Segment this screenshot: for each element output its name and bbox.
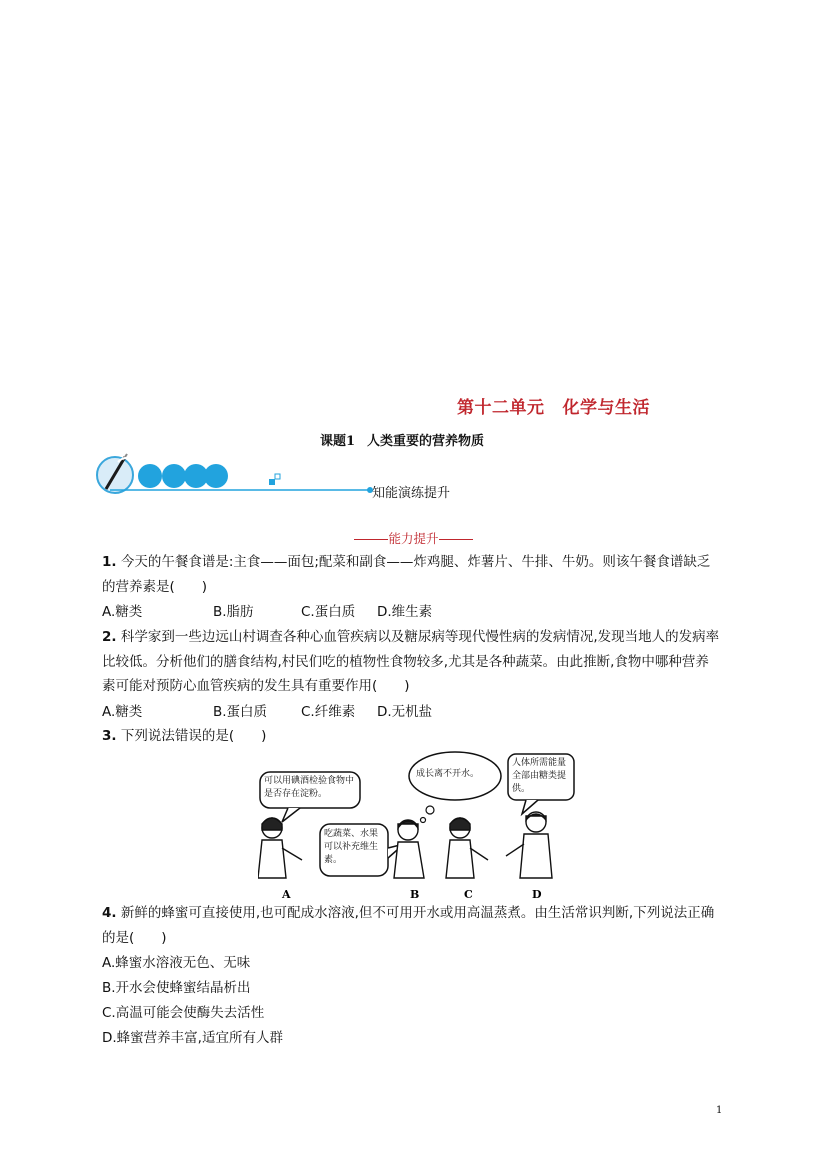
person-a-icon <box>258 818 302 878</box>
question-1-options <box>102 600 432 620</box>
small-square-icon <box>269 479 275 485</box>
speech-bubble-d: 人体所需能量全部由糖类提供。 <box>508 754 574 814</box>
dot-4 <box>204 464 228 488</box>
option-d: D.维生素 <box>377 604 433 620</box>
banner-text: 知能演练提升 <box>372 486 451 501</box>
option-a: A.糖类 <box>102 604 143 620</box>
question-2-options <box>102 700 432 720</box>
person-c-icon <box>446 818 488 878</box>
unit-title: 第十二单元 化学与生活 <box>457 398 650 418</box>
lesson-title: 课题1 人类重要的营养物质 <box>320 434 485 449</box>
person-b-icon <box>394 820 424 878</box>
question-3: 3. 下列说法错误的是( ) <box>102 728 267 744</box>
option-b: B.蛋白质 <box>213 704 268 720</box>
speech-bubble-a: 可以用碘酒检验食物中是否存在淀粉。 <box>260 772 360 822</box>
question-1: 1. 今天的午餐食谱是:主食——面包;配菜和副食——炸鸡腿、炸薯片、牛排、牛奶。则该午餐食谱缺乏的营养素是( ) <box>102 554 711 595</box>
speech-bubble-b: 吃蔬菜、水果可以补充维生素。 <box>320 824 404 876</box>
section-header: 能力提升 <box>0 529 827 547</box>
question-3-figure <box>258 748 588 904</box>
label-c: C <box>464 888 473 901</box>
label-a: A <box>282 888 291 901</box>
thought-bubble-c: 成长离不开水。 <box>409 752 501 823</box>
pen-logo-icon <box>97 454 133 493</box>
dot-2 <box>162 464 186 488</box>
person-d-icon <box>506 812 552 878</box>
section-banner <box>96 452 386 498</box>
question-4-option-d: D.蜂蜜营养丰富,适宜所有人群 <box>102 1030 283 1046</box>
label-d: D <box>532 888 542 901</box>
page-number: 1 <box>716 1105 723 1116</box>
question-4: 4. 新鲜的蜂蜜可直接使用,也可配成水溶液,但不可用开水或用高温蒸煮。由生活常识判断,下列说法正确的是( ) <box>102 905 715 946</box>
question-4-option-c: C.高温可能会使酶失去活性 <box>102 1005 265 1021</box>
dot-1 <box>138 464 162 488</box>
option-d: D.无机盐 <box>377 704 433 720</box>
option-a: A.糖类 <box>102 704 143 720</box>
option-c: C.纤维素 <box>301 704 356 720</box>
question-4-option-b: B.开水会使蜂蜜结晶析出 <box>102 980 251 996</box>
question-4-option-a: A.蜂蜜水溶液无色、无味 <box>102 955 251 971</box>
question-2: 2. 科学家到一些边远山村调查各种心血管疾病以及糖尿病等现代慢性病的发病情况,发现当地人的发病率比较低。分析他们的膳食结构,村民们吃的植物性食物较多,尤其是各种蔬菜。由此推断,食物中哪种营养素可能对预防心血管疾病的发生具有重要作用( ) <box>102 629 720 694</box>
option-b: B.脂肪 <box>213 604 254 620</box>
label-b: B <box>410 888 420 901</box>
option-c: C.蛋白质 <box>301 604 356 620</box>
